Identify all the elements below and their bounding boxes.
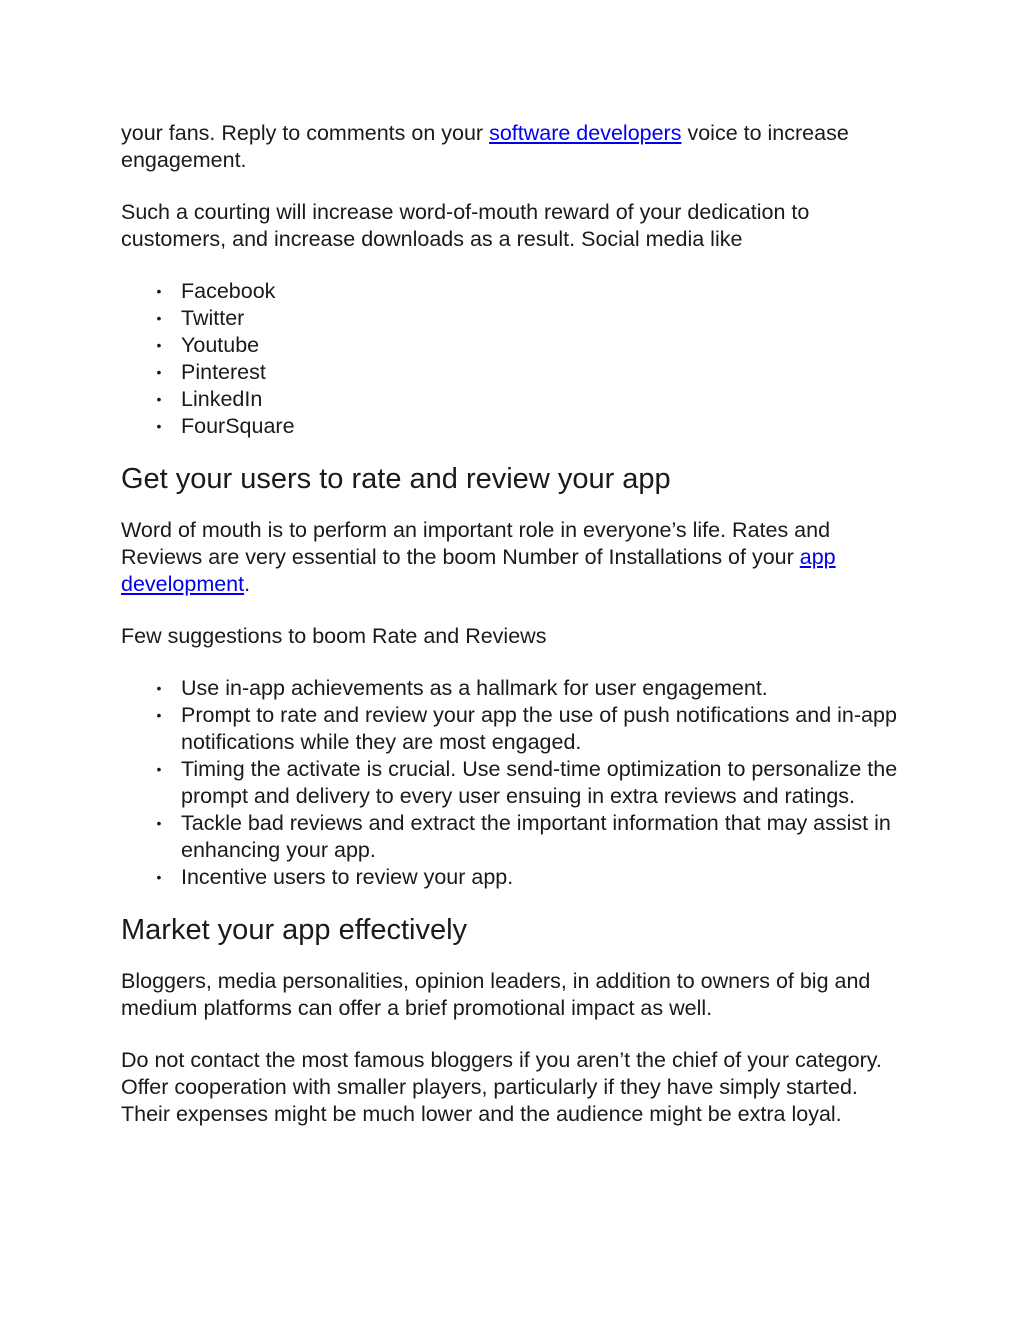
bullet-icon: •	[156, 310, 162, 326]
intro-paragraph-1-text-after: voice to increase engagement.	[121, 121, 849, 172]
market-paragraph-2: Do not contact the most famous bloggers if you aren’t the chief of your category. Offer cooperation with smaller players, particularly if they have simply started. Their expenses might be much lower and the audience might be extra loyal.	[121, 1048, 882, 1126]
bullet-icon: •	[156, 761, 162, 777]
tip-item	[121, 702, 911, 756]
bullet-icon: •	[156, 869, 162, 885]
rate-review-heading: Get your users to rate and review your app	[121, 463, 671, 495]
market-heading: Market your app effectively	[121, 914, 468, 946]
rate-review-paragraph-1-text-after: .	[244, 572, 251, 596]
tip-item	[121, 756, 911, 810]
social-media-item-text: Youtube	[181, 333, 260, 357]
bullet-icon: •	[156, 283, 162, 299]
social-media-item	[121, 332, 911, 359]
tip-item	[121, 675, 911, 702]
social-media-item-text: FourSquare	[181, 414, 295, 438]
bullet-icon: •	[156, 418, 162, 434]
social-media-item-text: LinkedIn	[181, 387, 263, 411]
bullet-icon: •	[156, 680, 162, 696]
bullet-icon: •	[156, 337, 162, 353]
market-paragraph-1: Bloggers, media personalities, opinion leaders, in addition to owners of big and medium platforms can offer a brief promotional impact as well.	[121, 969, 871, 1020]
tip-item-text: Tackle bad reviews and extract the important information that may assist in enhancing your app.	[181, 811, 891, 862]
intro-paragraph-1-text-before: your fans. Reply to comments on your	[121, 121, 490, 145]
social-media-item	[121, 386, 911, 413]
rate-review-tips-list	[121, 675, 911, 891]
social-media-item	[121, 413, 911, 440]
bullet-icon: •	[156, 391, 162, 407]
bullet-icon: •	[156, 364, 162, 380]
social-media-item	[121, 305, 911, 332]
tip-item-text: Timing the activate is crucial. Use send-time optimization to personalize the prompt and delivery to every user ensuing in extra reviews and ratings.	[181, 757, 898, 808]
social-media-item-text: Facebook	[181, 279, 276, 303]
rate-review-paragraph-1	[121, 517, 911, 598]
social-media-list	[121, 278, 911, 440]
rate-review-paragraph-2: Few suggestions to boom Rate and Reviews	[121, 624, 547, 648]
social-media-item	[121, 278, 911, 305]
social-media-item-text: Twitter	[181, 306, 245, 330]
tip-item-text: Incentive users to review your app.	[181, 865, 514, 889]
tip-item	[121, 810, 911, 864]
tip-item-text: Prompt to rate and review your app the use of push notifications and in-app notifications while they are most engaged.	[181, 703, 897, 754]
document-page	[121, 120, 911, 1128]
social-media-item	[121, 359, 911, 386]
rate-review-paragraph-1-text-before: Word of mouth is to perform an important role in everyone’s life. Rates and Reviews are very essential to the boom Number of Installations of your	[121, 518, 831, 569]
social-media-item-text: Pinterest	[181, 360, 266, 384]
software-developers-link[interactable]: software developers	[489, 121, 682, 145]
intro-paragraph-2: Such a courting will increase word-of-mouth reward of your dedication to customers, and increase downloads as a result. Social media like	[121, 200, 810, 251]
tip-item	[121, 864, 911, 891]
bullet-icon: •	[156, 815, 162, 831]
app-development-link[interactable]: app development	[121, 545, 836, 596]
tip-item-text: Use in-app achievements as a hallmark for user engagement.	[181, 676, 768, 700]
intro-paragraph-1	[121, 120, 911, 174]
bullet-icon: •	[156, 707, 162, 723]
